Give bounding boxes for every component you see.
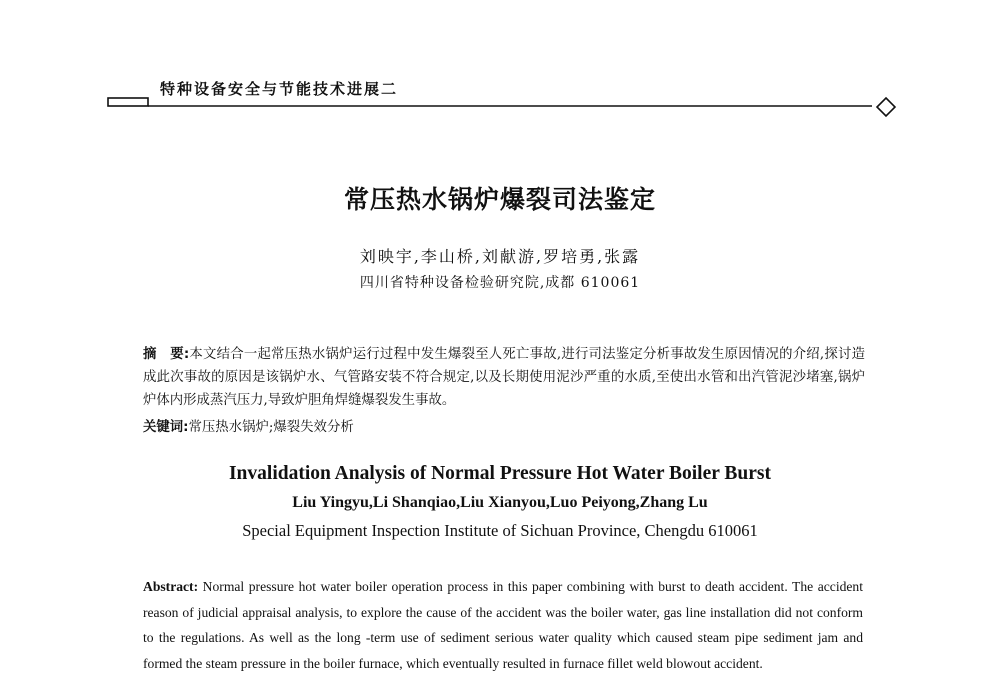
authors-en: Liu Yingyu,Li Shanqiao,Liu Xianyou,Luo Peiyong,Zhang Lu bbox=[292, 494, 708, 511]
abstract-cn-label: 摘 要: bbox=[143, 347, 190, 362]
paper-title-en: Invalidation Analysis of Normal Pressure Hot Water Boiler Burst bbox=[228, 463, 772, 484]
running-header: 特种设备安全与节能技术进展二 bbox=[160, 80, 399, 98]
header-rule bbox=[100, 94, 900, 120]
abstract-en bbox=[143, 574, 863, 676]
affiliation-en: Special Equipment Inspection Institute of Sichuan Province, Chengdu 610061 bbox=[242, 521, 758, 540]
keywords-cn bbox=[143, 416, 354, 435]
affiliation-cn: 四川省特种设备检验研究院,成都 610061 bbox=[359, 275, 641, 291]
abstract-en-text: Normal pressure hot water boiler operation process in this paper combining with burst to death accident. The accident reason of judicial appraisal analysis, to explore the cause of the accident was the boiler water, gas line installation did not conform to the regulations. As well as the long -term use of sediment serious water quality which caused steam pipe sediment jam and formed the steam pressure in the boiler furnace, which eventually resulted in furnace fillet weld blowout accident. bbox=[143, 579, 863, 671]
abstract-en-label: Abstract: bbox=[143, 579, 199, 594]
abstract-cn-text: 本文结合一起常压热水锅炉运行过程中发生爆裂至人死亡事故,进行司法鉴定分析事故发生原因情况的介绍,探讨造成此次事故的原因是该锅炉水、气管路安装不符合规定,以及长期使用泥沙严重的水质,至使出水管和出汽管泥沙堵塞,锅炉炉体内形成蒸汽压力,导致炉胆角焊缝爆裂发生事故。 bbox=[143, 347, 865, 408]
paper-title-cn: 常压热水锅炉爆裂司法鉴定 bbox=[343, 185, 656, 214]
authors-cn: 刘映宇,李山桥,刘献游,罗培勇,张露 bbox=[359, 247, 641, 266]
abstract-cn bbox=[143, 343, 865, 412]
header-rule-left-box bbox=[108, 98, 148, 106]
keywords-cn-label: 关键词: bbox=[143, 420, 189, 435]
diamond-icon bbox=[877, 98, 895, 116]
keywords-cn-text: 常压热水锅炉;爆裂失效分析 bbox=[188, 420, 354, 435]
